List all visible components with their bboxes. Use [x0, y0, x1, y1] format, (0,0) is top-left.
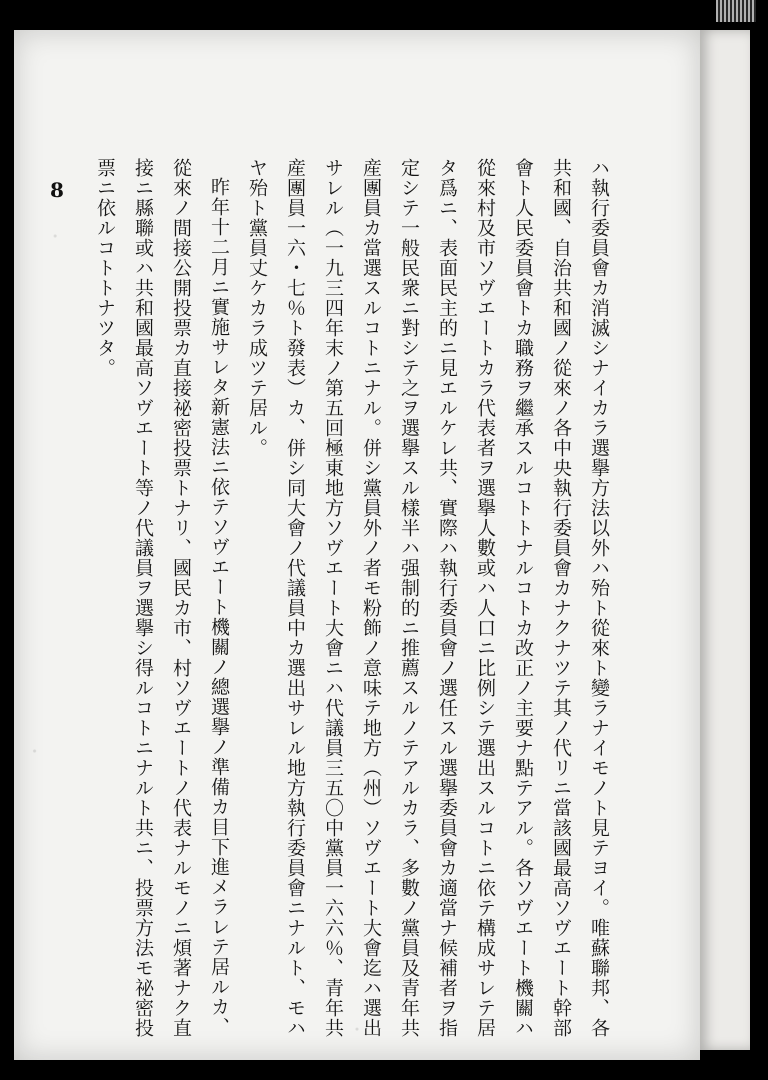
- page-number: 8: [50, 178, 64, 202]
- paragraph-2: 昨年十二月ニ實施サレタ新憲法ニ依テソヴエート機關ノ總選擧ノ準備カ目下進メラレテ居ルカ、從來ノ間接公開投票カ直接祕密投票トナリ、國民カ市、村ソヴエートノ代表ナルモノニ煩著ナク直接ニ縣聯或ハ共和國最高ソヴエート等ノ代議員ヲ選擧シ得ルコトニナルト共ニ、投票方法モ祕密投票ニ依ルコトトナツタ。: [94, 158, 230, 1038]
- scan-edge-mark: [716, 0, 756, 22]
- adjacent-page-edge: [700, 30, 750, 1050]
- paragraph-1: ハ執行委員會カ消滅シナイカラ選擧方法以外ハ殆ト從來ト變ラナイモノト見テヨイ。唯蘇聯邦、各共和國、自治共和國ノ從來ノ各中央執行委員會カナクナツテ其ノ代リニ當該國最高ソヴエート幹部會ト人民委員會トカ職務ヲ繼承スルコトトナルコトカ改正ノ主要ナ點テアル。各ソヴエート機關ハ從來村及市ソヴエートカラ代表者ヲ選擧人數或ハ人口ニ比例シテ選出スルコトニ依テ構成サレテ居タ爲ニ、表面民主的ニ見エルケレ共、實際ハ執行委員會ノ選任スル選擧委員會カ適當ナ候補者ヲ指定シテ一般民衆ニ對シテ之ヲ選擧スル樣半ハ强制的ニ推薦スルノテアルカラ、多數ノ黨員及青年共産團員カ當選スルコトニナル。併シ黨員外ノ者モ粉飾ノ意味テ地方（州）ソヴエート大會迄ハ選出サレル（一九三四年末ノ第五回極東地方ソヴエート大會ニハ代議員三五〇中黨員一六六％、青年共産團員一六・七％ト發表）カ、併シ同大會ノ代議員中カ選出サレル地方執行委員會ニナルト、モハヤ殆ト黨員丈ケカラ成ツテ居ル。: [246, 158, 610, 1038]
- vertical-text-body: [58, 158, 618, 1038]
- document-page: [14, 30, 700, 1060]
